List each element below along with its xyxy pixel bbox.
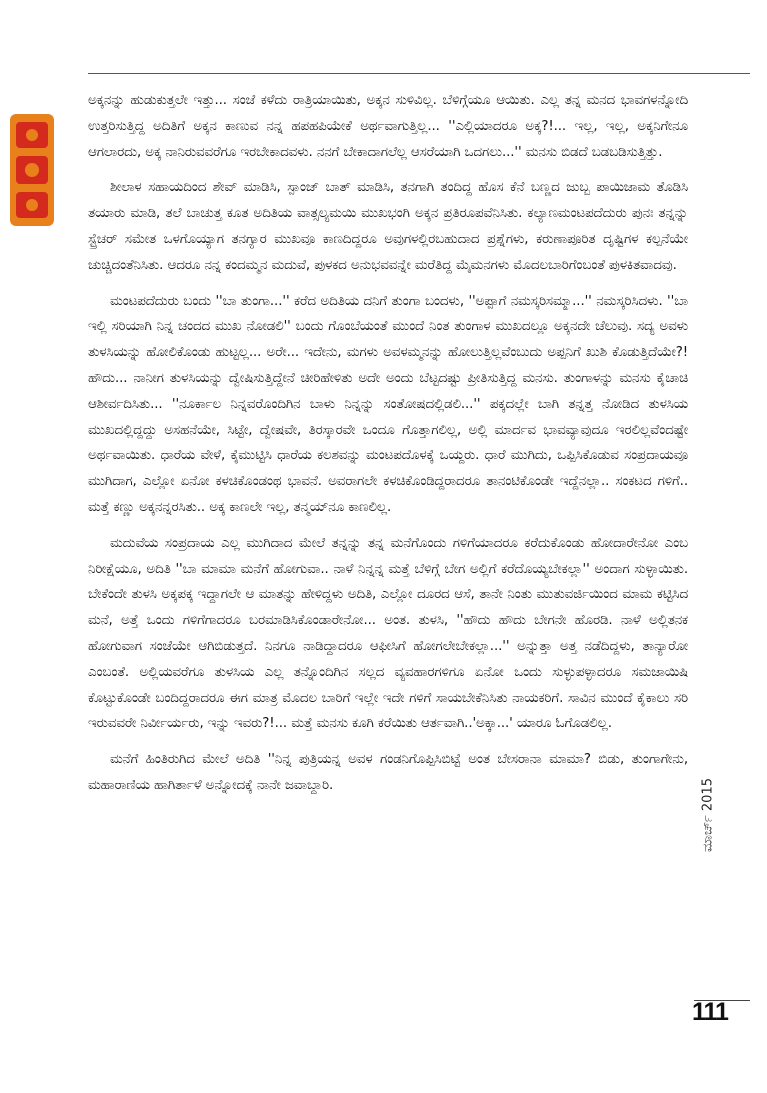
- paragraph-3: ಮಂಟಪದೆದುರು ಬಂದು ''ಬಾ ತುಂಗಾ...'' ಕರೆದ ಅದಿತಿಯ ದನಿಗೆ ತುಂಗಾ ಬಂದಳು, ''ಅಪ್ಪಾಗೆ ನಮಸ್ಕರಿಸಮ್ಮಾ...'' ನಮಸ್ಕರಿಸಿದಳು. ''ಬಾ ಇಲ್ಲಿ ಸರಿಯಾಗಿ ನಿನ್ನ ಚಂದದ ಮುಖ ನೋಡಲಿ'' ಬಂದು ಗೊಂಬೆಯಂತೆ ಮುಂದೆ ನಿಂತ ತುಂಗಾಳ ಮುಖದಲ್ಲೂ ಅಕ್ಕನದೇ ಚೆಲುವು. ಸದ್ಯ ಅವಳು ತುಳಸಿಯನ್ನು ಹೋಲಿಕೊಂಡು ಹುಟ್ಟಲ್ಲ... ಅರೇ... ಇದೇನು, ಮಗಳು ಅವಳಮ್ಮನನ್ನು ಹೋಲುತ್ತಿಲ್ಲವೆಂಬುದು ಅಪ್ಪನಿಗೆ ಖುಶಿ ಕೊಡುತ್ತಿದೆಯೇ?! ಹೌದು... ನಾನೀಗ ತುಳಸಿಯನ್ನು ದ್ವೇಷಿಸುತ್ತಿದ್ದೇನೆ ಚೀರಿಹೇಳಿತು ಅದೇ ಅಂದು ಬೆಟ್ಟದಷ್ಟು ಪ್ರೀತಿಸುತ್ತಿದ್ದ ಮನಸು. ತುಂಗಾಳನ್ನು ಮನಸು ಕೈಚಾಚಿ ಆಶೀರ್ವದಿಸಿತು... ''ನೂರ್ಕಾಲ ನಿನ್ನವರೊಂದಿಗಿನ ಬಾಳು ನಿನ್ನನ್ನು ಸಂತೋಷದಲ್ಲಿಡಲಿ...'' ಪಕ್ಕದಲ್ಲೇ ಬಾಗಿ ತನ್ನತ್ತ ನೋಡಿದ ತುಳಸಿಯ ಮುಖದಲ್ಲಿದ್ದದ್ದು ಅಸಹನೆಯೇ, ಸಿಟ್ಟೇ, ದ್ವೇಷವೇ, ತಿರಸ್ಕಾರವೇ ಒಂದೂ ಗೊತ್ತಾಗಲಿಲ್ಲ, ಅಲ್ಲಿ ಮಾರ್ದವ ಭಾವವ್ಯಾವುದೂ ಇರಲಿಲ್ಲವೆಂದಷ್ಟೇ ಅರ್ಥವಾಯಿತು. ಧಾರೆಯ ವೇಳೆ, ಕೈಮುಟ್ಟಿಸಿ ಧಾರೆಯ ಕಲಶವನ್ನು ಮಂಟಪದೊಳಕ್ಕೆ ಒಯ್ದರು. ಧಾರೆ ಮುಗಿದು, ಒಪ್ಪಿಸಿಕೊಡುವ ಸಂಪ್ರದಾಯವೂ ಮುಗಿದಾಗ, ಎಲ್ಲೋ ಏನೋ ಕಳಚಿಕೊಂಡಂಥ ಭಾವನೆ. ಅವರಾಗಲೇ ಕಳಚಿಕೊಂಡಿದ್ದರಾದರೂ ತಾನಂಟಿಕೊಂಡೇ ಇದ್ದೆನಲ್ಲಾ.. ಸಂಕಟದ ಗಳಿಗೆ.. ಮತ್ತೆ ಕಣ್ಣು ಅಕ್ಕನನ್ನರಸಿತು.. ಅಕ್ಕ ಕಾಣಲೇ ಇಲ್ಲ, ತನ್ಮಯ್‌ನೂ ಕಾಣಲಿಲ್ಲ.: [88, 293, 688, 515]
- paragraph-4: ಮದುವೆಯ ಸಂಪ್ರದಾಯ ಎಲ್ಲ ಮುಗಿದಾದ ಮೇಲೆ ತನ್ನನ್ನು ತನ್ನ ಮನೆಗೊಂದು ಗಳಿಗೆಯಾದರೂ ಕರೆದುಕೊಂಡು ಹೋದಾರೇನೋ ಎಂಬ ನಿರೀಕ್ಷೆಯೂ, ಅದಿತಿ ''ಬಾ ಮಾಮಾ ಮನೆಗೆ ಹೋಗುವಾ.. ನಾಳೆ ನಿನ್ನನ್ನ ಮತ್ತೆ ಬೆಳಿಗ್ಗೆ ಬೇಗ ಅಲ್ಲಿಗೆ ಕರೆದೊಯ್ಯಬೇಕಲ್ಲಾ'' ಅಂದಾಗ ಸುಳ್ಳಾಯಿತು. ಬೇಕೆಂದೇ ತುಳಸಿ ಅಕ್ಕಪಕ್ಕ ಇದ್ದಾಗಲೇ ಆ ಮಾತನ್ನು ಹೇಳಿದ್ದಳು ಅದಿತಿ, ಎಲ್ಲೋ ದೂರದ ಆಸೆ, ತಾನೇ ನಿಂತು ಮುತುವರ್ಜಿಯಿಂದ ಮಾಮ ಕಟ್ಟಿಸಿದ ಮನೆ, ಅತ್ತೆ ಒಂದು ಗಳಿಗೆಗಾದರೂ ಬರಮಾಡಿಸಿಕೊಂಡಾರೇನೋ... ಅಂತ. ತುಳಸಿ, ''ಹೌದು ಹೌದು ಬೇಗನೇ ಹೊರಡಿ. ನಾಳೆ ಅಲ್ಲಿತನಕ ಹೋಗುವಾಗ ಸಂಜೆಯೇ ಆಗಿಬಿಡುತ್ತದೆ. ನಿನಗೂ ನಾಡಿದ್ದಾದರೂ ಆಫೀಸಿಗೆ ಹೋಗಲೇಬೇಕಲ್ಲಾ...'' ಅನ್ನುತ್ತಾ ಅತ್ತ ನಡೆದಿದ್ದಳು, ತಾನ್ಯಾರೋ ಎಂಬಂತೆ. ಅಲ್ಲಿಯವರೆಗೂ ತುಳಸಿಯ ಎಲ್ಲ ತನ್ನೊಂದಿಗಿನ ಸಲ್ಲದ ವ್ಯವಹಾರಗಳಿಗೂ ಏನೋ ಒಂದು ಸುಳ್ಳುಪಳ್ಳಾದರೂ ಸಮಜಾಯಿಷಿ ಕೊಟ್ಟುಕೊಂಡೇ ಬಂದಿದ್ದರಾದರೂ ಈಗ ಮಾತ್ರ ಮೊದಲ ಬಾರಿಗೆ ಇಲ್ಲೇ ಇದೇ ಗಳಿಗೆ ಸಾಯಬೇಕೆನಿಸಿತು ನಾಯಕರಿಗೆ. ಸಾವಿನ ಮುಂದೆ ಕೈಕಾಲು ಸರಿ ಇರುವವರೇ ನಿರ್ವೀರ್ಯರು, ಇನ್ನು ಇವರು?!... ಮತ್ತೆ ಮನಸು ಕೂಗಿ ಕರೆಯಿತು ಆರ್ತವಾಗಿ..'ಅಕ್ಕಾ...' ಯಾರೂ ಓಗೊಡಲಿಲ್ಲ.: [88, 535, 688, 732]
- top-rule: [88, 73, 750, 74]
- magazine-logo-icon: [4, 110, 60, 230]
- issue-date: [700, 760, 716, 870]
- issue-date-label: ಮಾರ್ಚ್ 2015: [700, 778, 716, 852]
- article-body: [88, 88, 688, 809]
- paragraph-1: ಅಕ್ಕನನ್ನು ಹುಡುಕುತ್ತಲೇ ಇತ್ತು... ಸಂಜೆ ಕಳೆದು ರಾತ್ರಿಯಾಯಿತು, ಅಕ್ಕನ ಸುಳಿವಿಲ್ಲ. ಬೆಳಿಗ್ಗೆಯೂ ಆಯಿತು. ಎಲ್ಲ ತನ್ನ ಮನದ ಭಾವಗಳನ್ನೋದಿ ಉತ್ತರಿಸುತ್ತಿದ್ದ ಅದಿತಿಗೆ ಅಕ್ಕನ ಕಾಣುವ ನನ್ನ ಹಪಹಪಿಯೇಕೆ ಅರ್ಥವಾಗುತ್ತಿಲ್ಲ... ''ಎಲ್ಲಿಯಾದರೂ ಅಕ್ಕ?!... ಇಲ್ಲ, ಇಲ್ಲ, ಅಕ್ಕನಿಗೇನೂ ಆಗಲಾರದು, ಅಕ್ಕ ನಾನಿರುವವರೆಗೂ ಇರಬೇಕಾದವಳು. ನನಗೆ ಬೇಕಾದಾಗಲೆಲ್ಲ ಆಸರೆಯಾಗಿ ಒದಗಲು...'' ಮನಸು ಬಿಡದೆ ಬಡಬಡಿಸುತ್ತಿತ್ತು.: [88, 93, 688, 160]
- paragraph-2: ಶೀಲಾಳ ಸಹಾಯದಿಂದ ಶೇವ್ ಮಾಡಿಸಿ, ಸ್ಪಾಂಜ್ ಬಾತ್ ಮಾಡಿಸಿ, ತನಗಾಗಿ ತಂದಿದ್ದ ಹೊಸ ಕೆನೆ ಬಣ್ಣದ ಜುಬ್ಬ ಪಾಯಿಜಾಮ ತೊಡಿಸಿ ತಯಾರು ಮಾಡಿ, ತಲೆ ಬಾಚುತ್ತ ಕೂತ ಅದಿತಿಯ ವಾತ್ಸಲ್ಯಮಯಿ ಮುಖಭಂಗಿ ಅಕ್ಕನ ಪ್ರತಿರೂಪವೆನಿಸಿತು. ಕಲ್ಯಾಣಮಂಟಪದೆದುರು ಪುನಃ ತನ್ನನ್ನು ಸ್ಟ್ರೆಚರ್ ಸಮೇತ ಒಳಗೊಯ್ಯಾಗ ತನಗ್ಯಾರ ಮುಖವೂ ಕಾಣದಿದ್ದರೂ ಅವುಗಳಲ್ಲಿರಬಹುದಾದ ಪ್ರಶ್ನೆಗಳು, ಕರುಣಾಪೂರಿತ ದೃಷ್ಟಿಗಳ ಕಲ್ಪನೆಯೇ ಚುಚ್ಚಿದಂತೆನಿಸಿತು. ಆದರೂ ನನ್ನ ಕಂದಮ್ಮನ ಮದುವೆ, ಪುಳಕದ ಅನುಭವವನ್ನೇ ಮರೆತಿದ್ದ ಮೈಮನಗಳು ಮೊದಲಬಾರಿಗೆಂಬಂತೆ ಪುಳಕಿತವಾದವು.: [88, 180, 688, 273]
- page-number: 111: [692, 998, 728, 1026]
- paragraph-5: ಮನೆಗೆ ಹಿಂತಿರುಗಿದ ಮೇಲೆ ಅದಿತಿ ''ನಿನ್ನ ಪುತ್ರಿಯನ್ನ ಅವಳ ಗಂಡನಿಗೊಪ್ಪಿಸಿಬಿಟ್ಟೆ ಅಂತ ಬೇಸರಾನಾ ಮಾಮಾ? ಬಿಡು, ತುಂಗಾಗೇನು, ಮಹಾರಾಣಿಯ ಹಾಗಿರ್ತಾಳೆ ಅನ್ನೋದಕ್ಕೆ ನಾನೇ ಜವಾಬ್ದಾರಿ.: [88, 752, 688, 793]
